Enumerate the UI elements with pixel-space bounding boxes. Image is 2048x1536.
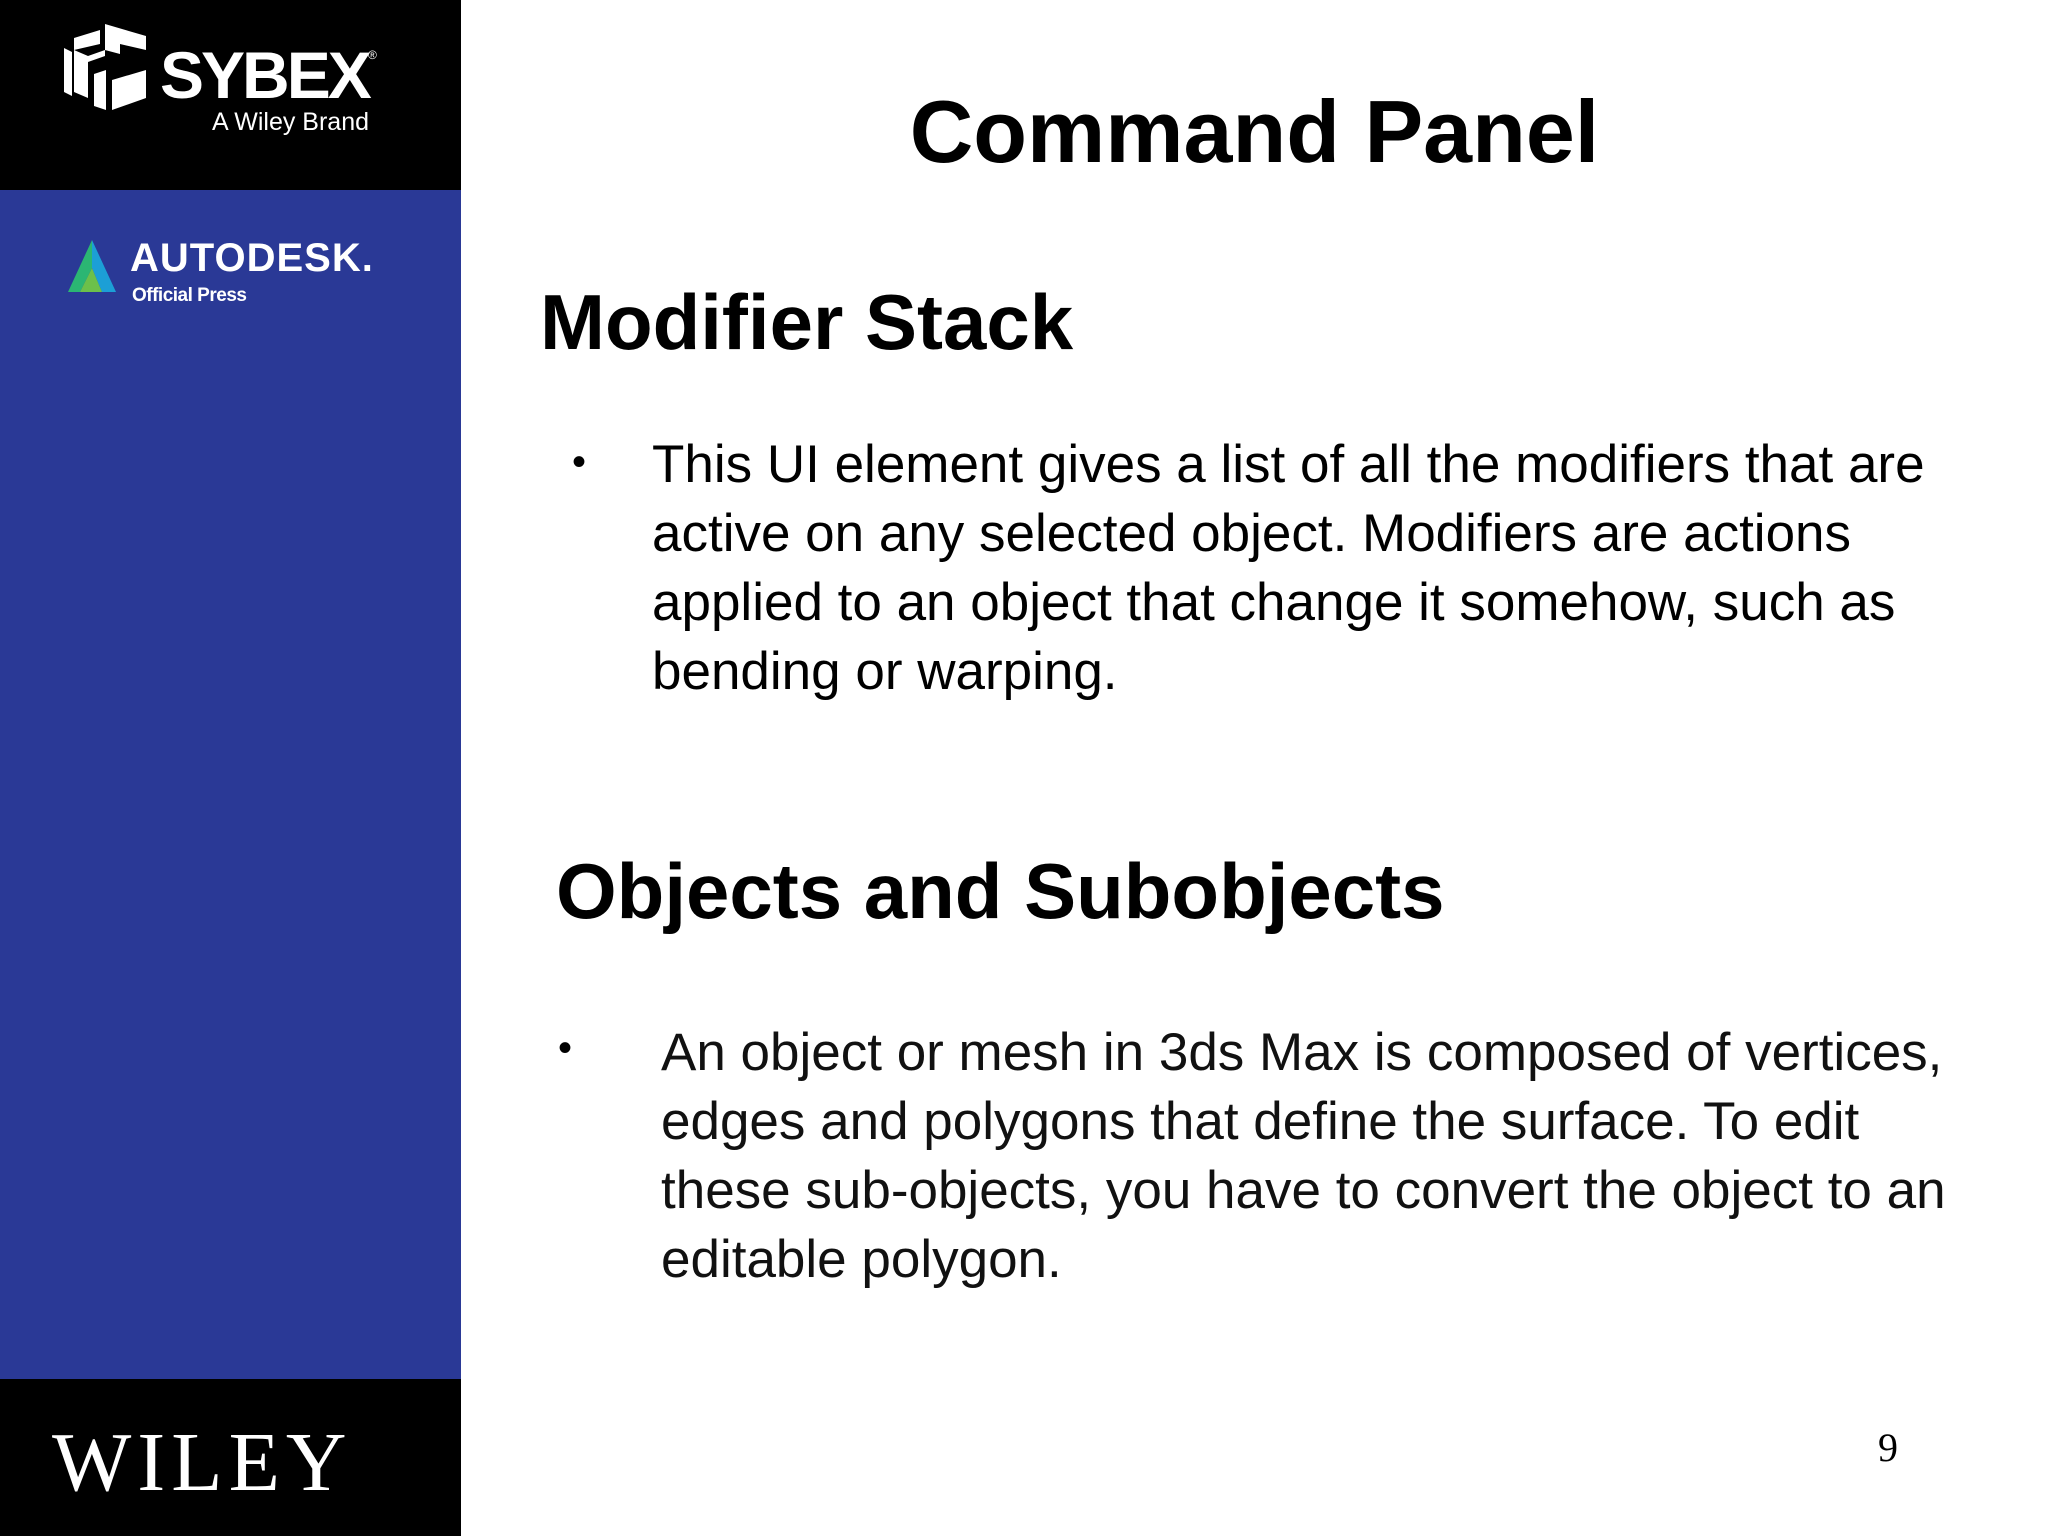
sidebar-panel bbox=[0, 0, 461, 1536]
section-heading-objects-subobjects: Objects and Subobjects bbox=[556, 847, 1445, 935]
sybex-tagline: A Wiley Brand bbox=[212, 108, 370, 136]
section-body-modifier-stack: This UI element gives a list of all the modifiers that are active on any selected object. Modifiers are actions applied to an object that change it somehow, such as bending or warping. bbox=[652, 435, 1925, 701]
section-body-objects-subobjects: An object or mesh in 3ds Max is composed of vertices, edges and polygons that define the surface. To edit these sub-objects, you have to convert the object to an editable polygon. bbox=[661, 1023, 1946, 1289]
sidebar-header bbox=[0, 0, 461, 190]
bullet-icon: • bbox=[558, 1026, 573, 1070]
autodesk-subtitle: Official Press bbox=[132, 285, 247, 306]
sidebar-footer bbox=[0, 1379, 461, 1536]
sybex-cube-icon bbox=[60, 22, 150, 114]
autodesk-wordmark: AUTODESK. bbox=[130, 236, 374, 280]
slide-title: Command Panel bbox=[909, 82, 1600, 181]
page-number: 9 bbox=[1878, 1425, 1898, 1470]
bullet-icon: • bbox=[572, 440, 587, 484]
autodesk-logo bbox=[66, 238, 386, 318]
autodesk-triangle-icon bbox=[66, 238, 118, 294]
registered-mark: ® bbox=[368, 48, 377, 62]
sybex-wordmark: SYBEX bbox=[160, 38, 369, 112]
wiley-wordmark: WILEY bbox=[52, 1416, 353, 1509]
section-heading-modifier-stack: Modifier Stack bbox=[540, 278, 1074, 366]
sybex-logo bbox=[60, 22, 380, 142]
